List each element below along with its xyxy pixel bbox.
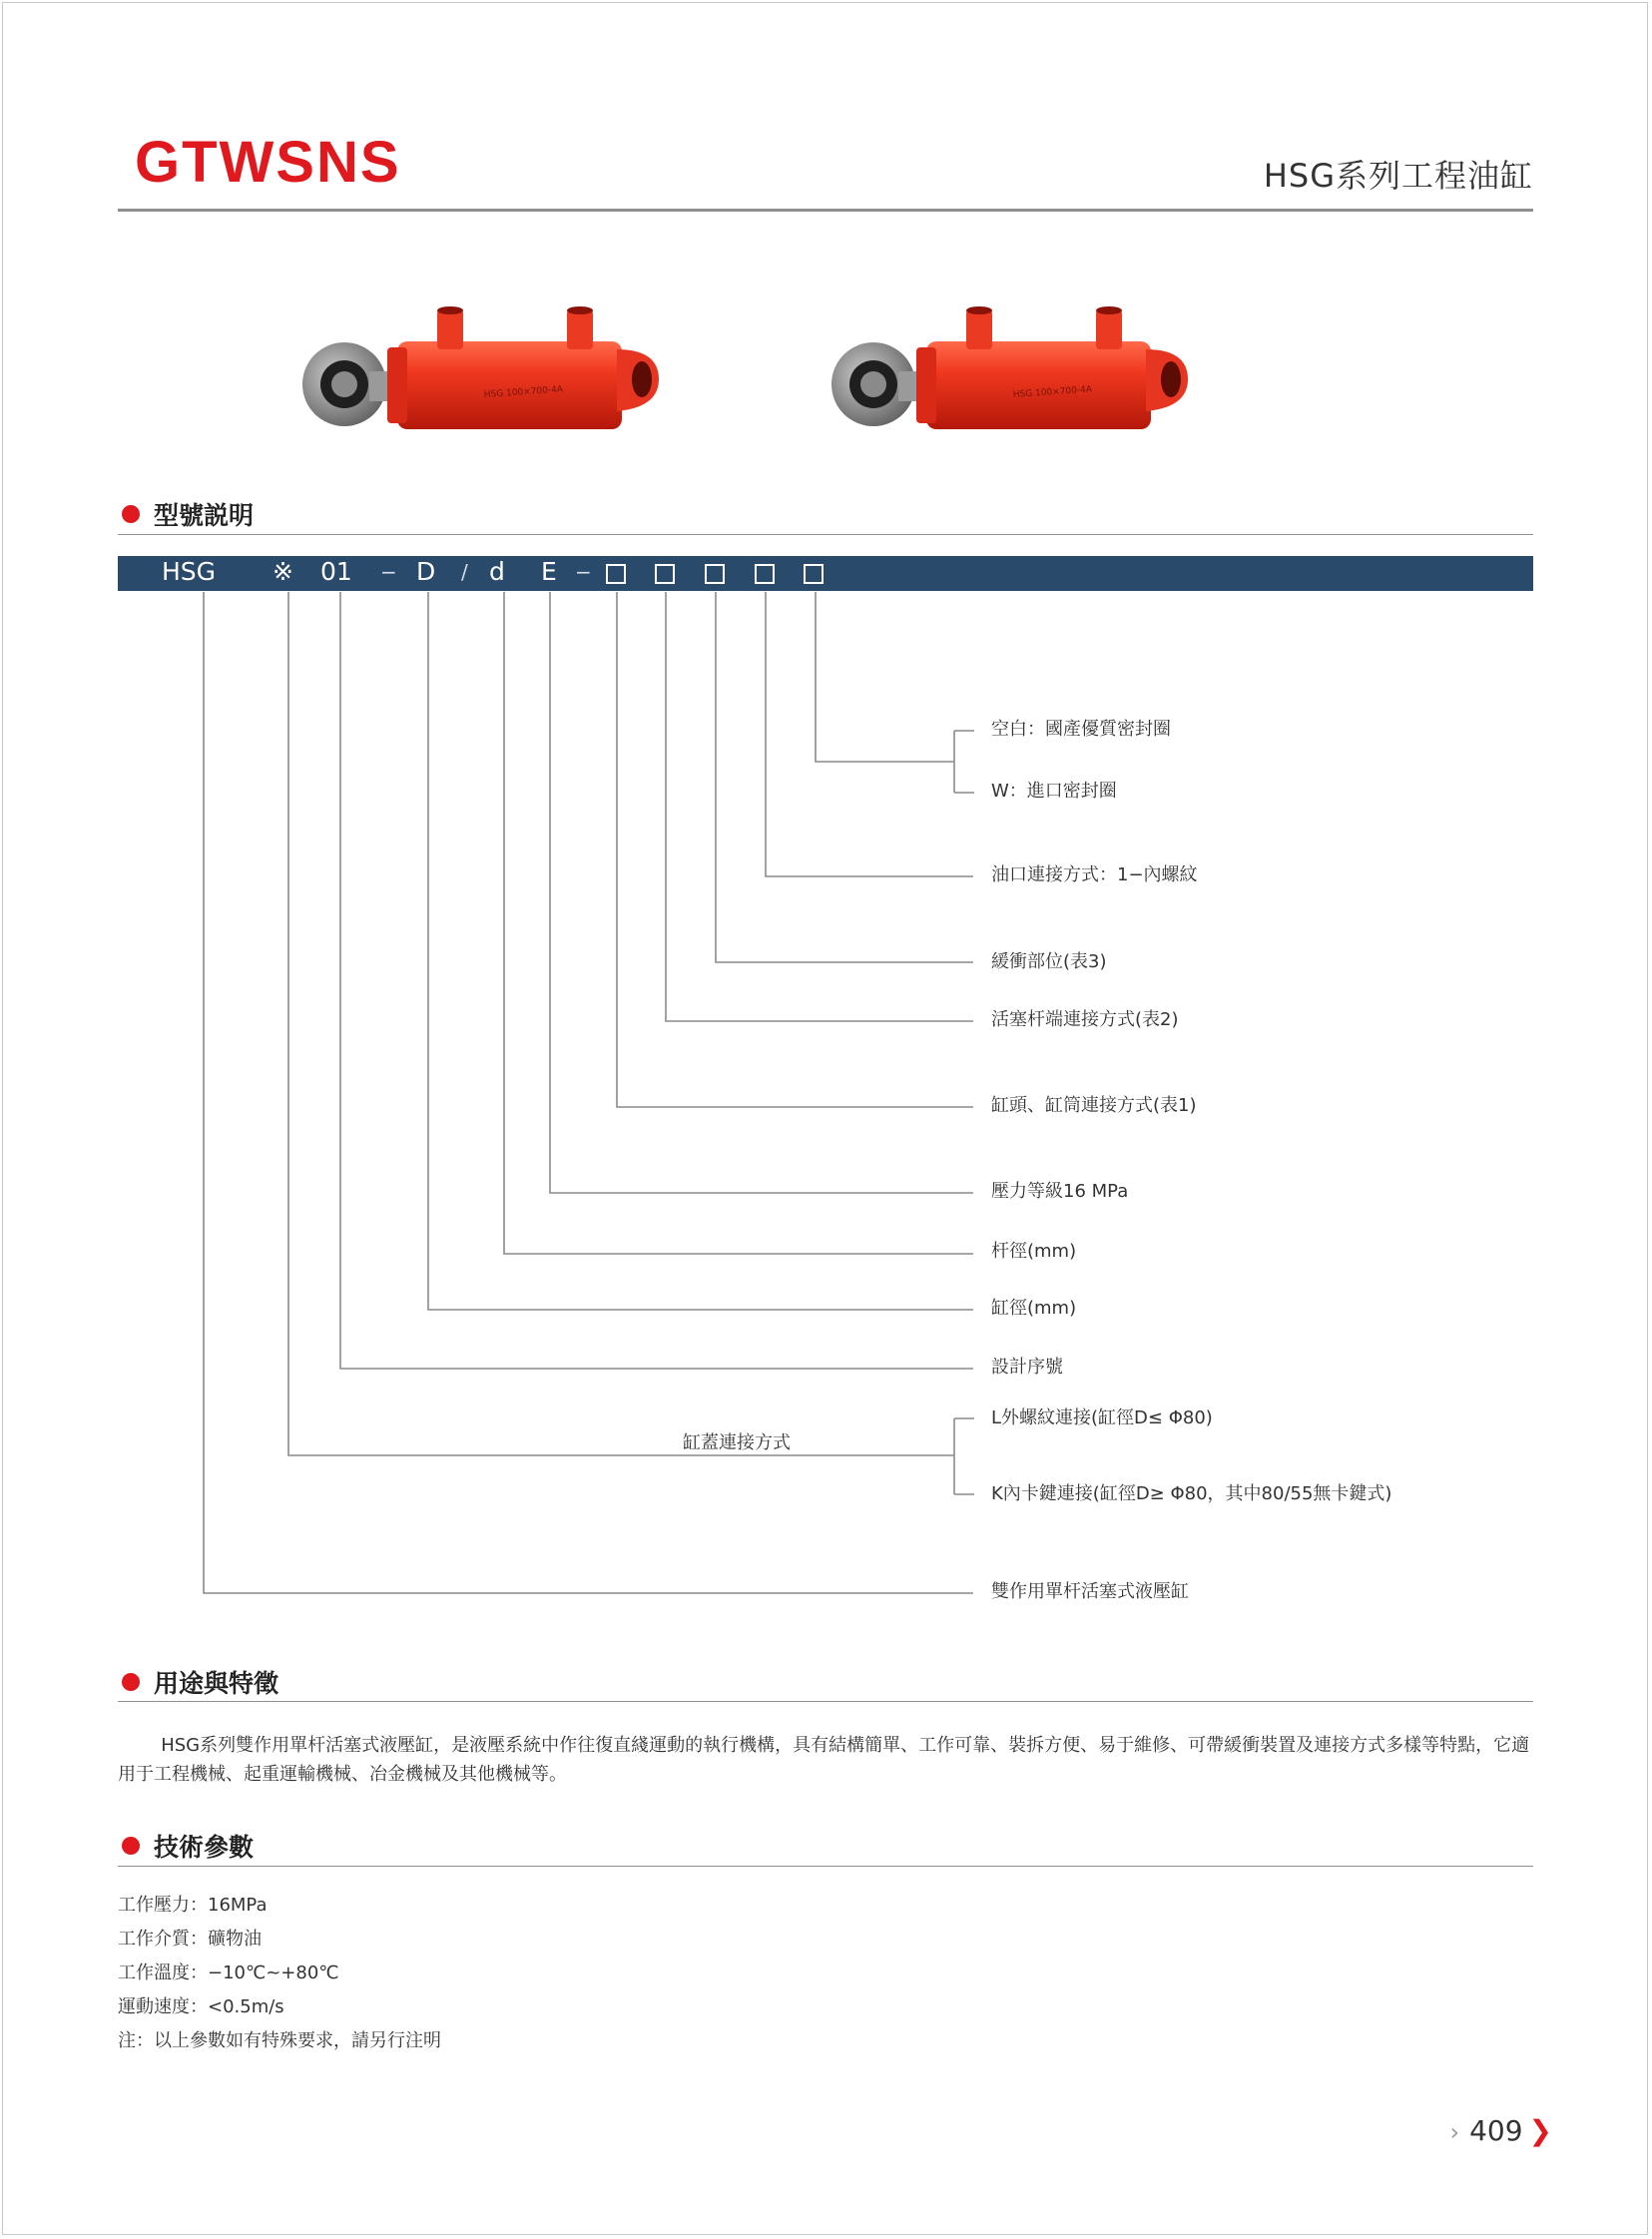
desc-design-no: 設計序號 — [991, 1357, 1063, 1378]
params-list — [118, 1889, 441, 2058]
param-pressure: 工作壓力：16MPa — [118, 1895, 268, 1916]
section-rule — [118, 1866, 1533, 1867]
section-model-heading: 型號説明 — [122, 503, 254, 528]
code-mark: ※ — [273, 557, 293, 586]
cylinder-label: HSG 100×700-4A — [483, 384, 564, 400]
code-bore: D — [416, 557, 436, 586]
code-pressure: E — [541, 557, 557, 586]
desc-type: 雙作用單杆活塞式液壓缸 — [991, 1581, 1189, 1602]
bullet-dot-icon — [122, 1673, 140, 1691]
param-speed: 運動速度：<0.5m/s — [118, 1996, 284, 2017]
param-note: 注：以上參數如有特殊要求，請另行注明 — [118, 2030, 441, 2051]
chevron-right-icon: › — [1449, 2118, 1460, 2146]
code-rod: d — [489, 557, 505, 586]
cylinder-label: HSG 100×700-4A — [1012, 384, 1093, 400]
code-dash: − — [575, 560, 592, 584]
code-dash: − — [380, 560, 397, 584]
param-temperature: 工作溫度：−10℃~+80℃ — [118, 1962, 339, 1983]
desc-head: 缸頭、缸筒連接方式(表1) — [991, 1095, 1197, 1116]
brand-logo: GTWSNS — [135, 130, 401, 195]
code-series: HSG — [162, 557, 217, 586]
section-params-heading: 技術參數 — [122, 1835, 254, 1860]
desc-cap-l: L外螺紋連接(缸徑D≤ Φ80) — [991, 1407, 1213, 1428]
param-medium: 工作介質：礦物油 — [118, 1929, 262, 1950]
usage-paragraph: HSG系列雙作用單杆活塞式液壓缸，是液壓系統中作往復直綫運動的執行機構，具有結構簡單、工作可靠、裝拆方便、易于維修、可帶緩衝裝置及連接方式多樣等特點，它適用于工程機械、起重運輸機械、冶金機械及其他機械等。 — [118, 1735, 1530, 1785]
section-usage-heading: 用途與特徵 — [122, 1671, 278, 1696]
page-number: › 409 ❯ — [1449, 2114, 1552, 2147]
desc-seal-w: W：進口密封圈 — [991, 781, 1117, 802]
desc-seal-blank: 空白：國產優質密封圈 — [991, 719, 1171, 740]
desc-cap-k: K內卡鍵連接(缸徑D≥ Φ80，其中80/55無卡鍵式) — [991, 1483, 1392, 1504]
desc-rod-end: 活塞杆端連接方式(表2) — [991, 1009, 1179, 1030]
section-rule — [118, 1701, 1533, 1702]
series-title: HSG系列工程油缸 — [1263, 157, 1533, 195]
desc-port: 油口連接方式：1−內螺紋 — [991, 864, 1198, 885]
bullet-dot-icon — [122, 1837, 140, 1855]
desc-pressure: 壓力等級16 MPa — [991, 1181, 1129, 1202]
desc-cushion: 緩衝部位(表3) — [991, 951, 1107, 972]
desc-bore-dia: 缸徑(mm) — [991, 1298, 1077, 1319]
desc-cap-label: 缸蓋連接方式 — [683, 1432, 791, 1453]
chevron-right-icon: ❯ — [1528, 2114, 1552, 2147]
code-design: 01 — [320, 557, 352, 586]
desc-rod-dia: 杆徑(mm) — [991, 1241, 1077, 1262]
code-slash: / — [461, 560, 468, 584]
